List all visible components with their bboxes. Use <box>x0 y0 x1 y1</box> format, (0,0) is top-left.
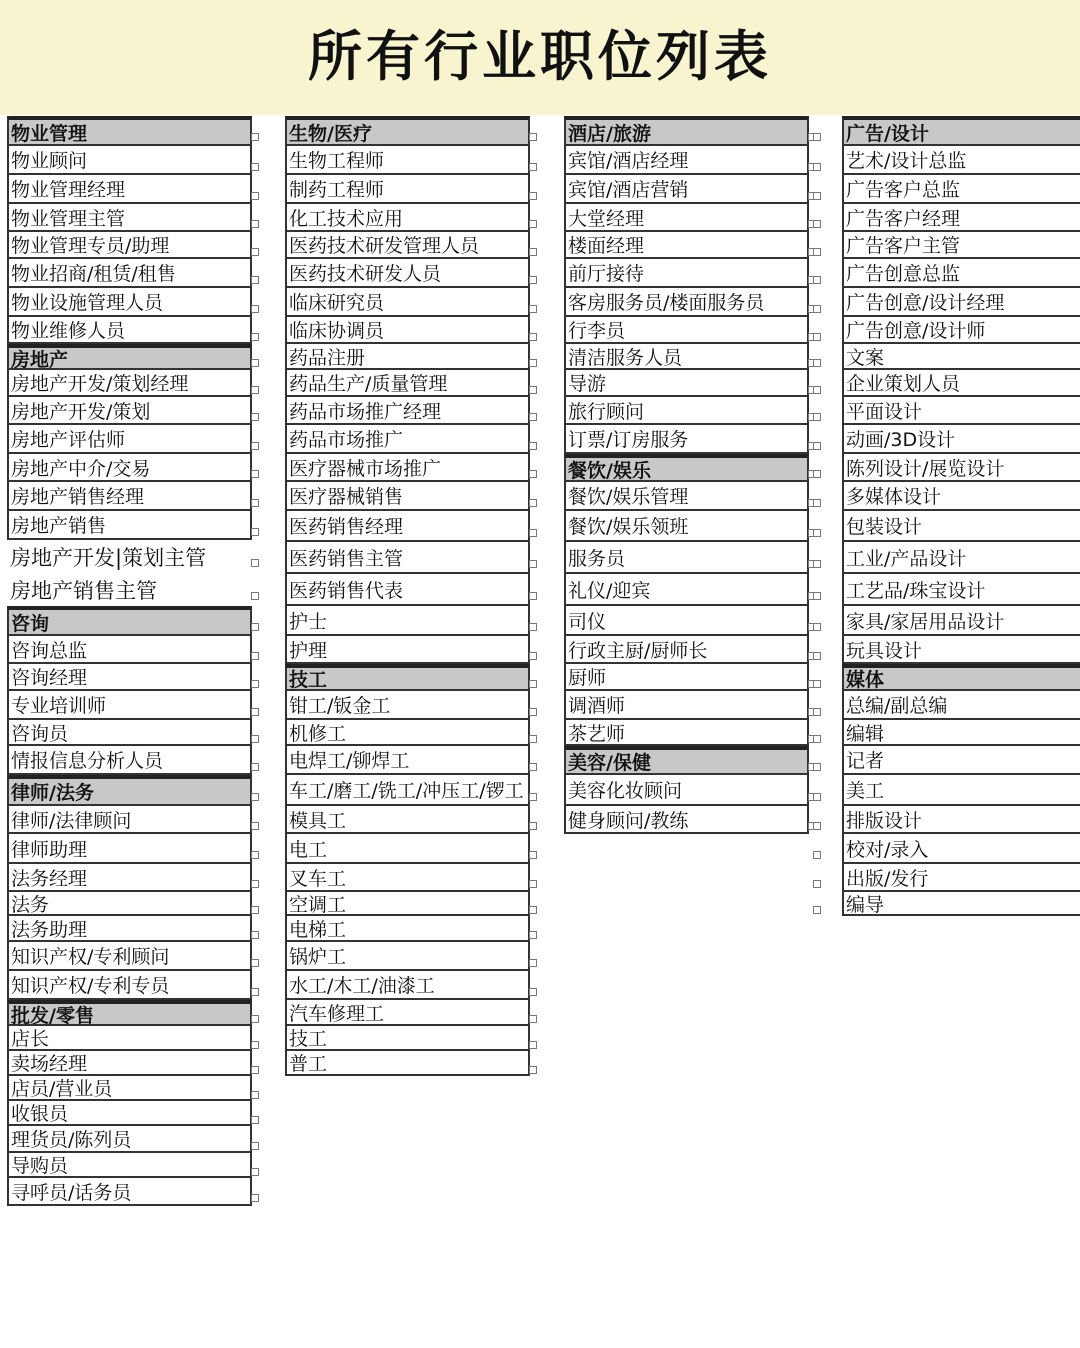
category-header: 美容/保健 <box>564 746 809 775</box>
job-title-cell: 旅行顾问 <box>564 397 809 425</box>
row-checkbox[interactable] <box>813 851 821 859</box>
row-checkbox[interactable] <box>529 623 537 631</box>
row-checkbox[interactable] <box>251 623 259 631</box>
job-title-cell: 工业/产品设计 <box>842 542 1080 574</box>
job-title-cell: 司仪 <box>564 606 809 636</box>
job-title-cell: 物业维修人员 <box>7 317 252 344</box>
row-checkbox[interactable] <box>813 413 821 421</box>
row-checkbox[interactable] <box>529 163 537 171</box>
job-title-cell: 宾馆/酒店营销 <box>564 175 809 204</box>
job-title-cell: 物业设施管理人员 <box>7 288 252 317</box>
job-title-cell: 医疗器械销售 <box>285 482 530 511</box>
row-checkbox[interactable] <box>251 959 259 967</box>
job-title-cell: 行李员 <box>564 317 809 344</box>
job-title-cell: 房地产开发|策划主管 <box>10 546 207 570</box>
row-checkbox[interactable] <box>251 1168 259 1176</box>
row-checkbox[interactable] <box>529 652 537 660</box>
job-title-cell: 制药工程师 <box>285 175 530 204</box>
job-title-cell: 叉车工 <box>285 864 530 892</box>
row-checkbox[interactable] <box>529 959 537 967</box>
job-title-cell: 空调工 <box>285 892 530 916</box>
row-checkbox[interactable] <box>529 470 537 478</box>
job-title-cell: 寻呼员/话务员 <box>7 1178 252 1206</box>
job-title-cell: 艺术/设计总监 <box>842 146 1080 175</box>
row-checkbox[interactable] <box>251 248 259 256</box>
job-title-cell: 电工 <box>285 834 530 864</box>
job-title-cell: 大堂经理 <box>564 204 809 232</box>
job-title-cell: 广告客户主管 <box>842 232 1080 259</box>
job-title-cell: 情报信息分析人员 <box>7 746 252 775</box>
job-title-cell: 总编/副总编 <box>842 691 1080 720</box>
row-checkbox[interactable] <box>813 529 821 537</box>
job-title-cell: 广告创意总监 <box>842 259 1080 288</box>
job-title-cell: 房地产销售 <box>7 511 252 540</box>
row-checkbox[interactable] <box>251 652 259 660</box>
row-checkbox[interactable] <box>529 680 537 688</box>
row-checkbox[interactable] <box>251 680 259 688</box>
row-checkbox[interactable] <box>251 305 259 313</box>
job-title-cell: 导购员 <box>7 1153 252 1178</box>
row-checkbox[interactable] <box>251 1091 259 1099</box>
row-checkbox[interactable] <box>813 906 821 914</box>
row-checkbox[interactable] <box>529 192 537 200</box>
row-checkbox[interactable] <box>529 529 537 537</box>
row-checkbox[interactable] <box>529 906 537 914</box>
job-title-cell: 药品市场推广 <box>285 425 530 454</box>
row-checkbox[interactable] <box>529 220 537 228</box>
category-header: 餐饮/娱乐 <box>564 454 809 482</box>
job-title-cell: 编辑 <box>842 720 1080 746</box>
row-checkbox[interactable] <box>813 793 821 801</box>
job-title-cell: 普工 <box>285 1051 530 1076</box>
row-checkbox[interactable] <box>813 652 821 660</box>
row-checkbox[interactable] <box>251 413 259 421</box>
row-checkbox[interactable] <box>529 560 537 568</box>
job-title-cell: 房地产开发/策划经理 <box>7 370 252 397</box>
job-title-cell: 护理 <box>285 636 530 664</box>
category-header: 物业管理 <box>7 116 252 146</box>
category-header: 技工 <box>285 664 530 691</box>
row-checkbox[interactable] <box>813 880 821 888</box>
row-checkbox[interactable] <box>529 1015 537 1023</box>
job-title-cell: 医药销售主管 <box>285 542 530 574</box>
row-checkbox[interactable] <box>529 248 537 256</box>
row-checkbox[interactable] <box>251 333 259 341</box>
row-checkbox[interactable] <box>529 592 537 600</box>
job-title-cell: 广告创意/设计经理 <box>842 288 1080 317</box>
row-checkbox[interactable] <box>529 822 537 830</box>
job-title-cell: 记者 <box>842 746 1080 775</box>
job-title-cell: 临床协调员 <box>285 317 530 344</box>
job-title-cell: 编导 <box>842 892 1080 916</box>
row-checkbox[interactable] <box>813 560 821 568</box>
job-title-cell: 电梯工 <box>285 916 530 942</box>
row-checkbox[interactable] <box>813 133 821 141</box>
row-checkbox[interactable] <box>251 735 259 743</box>
job-title-cell: 物业招商/租赁/租售 <box>7 259 252 288</box>
job-title-cell: 美容化妆顾问 <box>564 775 809 806</box>
row-checkbox[interactable] <box>529 333 537 341</box>
row-checkbox[interactable] <box>529 851 537 859</box>
row-checkbox[interactable] <box>529 988 537 996</box>
row-checkbox[interactable] <box>251 906 259 914</box>
category-header: 律师/法务 <box>7 775 252 806</box>
job-title-cell: 礼仪/迎宾 <box>564 574 809 606</box>
job-title-cell: 收银员 <box>7 1101 252 1126</box>
job-title-cell: 房地产销售经理 <box>7 482 252 511</box>
job-title-cell: 广告客户经理 <box>842 204 1080 232</box>
category-header: 生物/医疗 <box>285 116 530 146</box>
category-header: 广告/设计 <box>842 116 1080 146</box>
job-title-cell: 物业管理主管 <box>7 204 252 232</box>
job-title-cell: 多媒体设计 <box>842 482 1080 511</box>
row-checkbox[interactable] <box>251 442 259 450</box>
job-title-cell: 技工 <box>285 1026 530 1051</box>
row-checkbox[interactable] <box>529 931 537 939</box>
job-title-cell: 房地产评估师 <box>7 425 252 454</box>
job-title-cell: 机修工 <box>285 720 530 746</box>
job-title-cell: 房地产销售主管 <box>10 579 157 603</box>
job-title-cell: 厨师 <box>564 664 809 691</box>
job-title-cell: 文案 <box>842 344 1080 370</box>
row-checkbox[interactable] <box>813 822 821 830</box>
row-checkbox[interactable] <box>813 623 821 631</box>
row-checkbox[interactable] <box>813 470 821 478</box>
row-checkbox[interactable] <box>813 763 821 771</box>
job-title-cell: 楼面经理 <box>564 232 809 259</box>
row-checkbox[interactable] <box>529 499 537 507</box>
row-checkbox[interactable] <box>529 133 537 141</box>
row-checkbox[interactable] <box>813 442 821 450</box>
job-title-cell: 律师/法律顾问 <box>7 806 252 834</box>
job-title-cell: 化工技术应用 <box>285 204 530 232</box>
job-title-cell: 医疗器械市场推广 <box>285 454 530 482</box>
job-title-cell: 店长 <box>7 1026 252 1051</box>
row-checkbox[interactable] <box>529 1041 537 1049</box>
row-checkbox[interactable] <box>813 248 821 256</box>
row-checkbox[interactable] <box>251 1041 259 1049</box>
job-title-cell: 导游 <box>564 370 809 397</box>
job-title-cell: 临床研究员 <box>285 288 530 317</box>
job-title-cell: 锅炉工 <box>285 942 530 971</box>
job-title-cell: 服务员 <box>564 542 809 574</box>
job-title-cell: 动画/3D设计 <box>842 425 1080 454</box>
row-checkbox[interactable] <box>529 708 537 716</box>
job-title-cell: 药品市场推广经理 <box>285 397 530 425</box>
row-checkbox[interactable] <box>813 305 821 313</box>
job-title-cell: 房地产开发/策划 <box>7 397 252 425</box>
job-title-cell: 茶艺师 <box>564 720 809 746</box>
row-checkbox[interactable] <box>251 359 259 367</box>
job-title-cell: 专业培训师 <box>7 691 252 720</box>
row-checkbox[interactable] <box>529 442 537 450</box>
job-title-cell: 家具/家居用品设计 <box>842 606 1080 636</box>
category-header: 批发/零售 <box>7 1000 252 1026</box>
row-checkbox[interactable] <box>529 276 537 284</box>
job-title-cell: 电焊工/铆焊工 <box>285 746 530 775</box>
job-title-cell: 药品注册 <box>285 344 530 370</box>
job-title-cell: 餐饮/娱乐管理 <box>564 482 809 511</box>
row-checkbox[interactable] <box>251 988 259 996</box>
row-checkbox[interactable] <box>813 220 821 228</box>
row-checkbox[interactable] <box>251 822 259 830</box>
job-title-cell: 企业策划人员 <box>842 370 1080 397</box>
row-checkbox[interactable] <box>813 386 821 394</box>
row-checkbox[interactable] <box>251 931 259 939</box>
row-checkbox[interactable] <box>813 276 821 284</box>
row-checkbox[interactable] <box>813 592 821 600</box>
job-title-cell: 排版设计 <box>842 806 1080 834</box>
job-title-cell: 房地产中介/交易 <box>7 454 252 482</box>
row-checkbox[interactable] <box>251 470 259 478</box>
row-checkbox[interactable] <box>251 1066 259 1074</box>
job-title-cell: 咨询员 <box>7 720 252 746</box>
row-checkbox[interactable] <box>251 880 259 888</box>
job-title-cell: 平面设计 <box>842 397 1080 425</box>
job-title-cell: 餐饮/娱乐领班 <box>564 511 809 542</box>
row-checkbox[interactable] <box>251 592 259 600</box>
category-header: 酒店/旅游 <box>564 116 809 146</box>
job-title-cell: 健身顾问/教练 <box>564 806 809 834</box>
job-title-cell: 客房服务员/楼面服务员 <box>564 288 809 317</box>
row-checkbox[interactable] <box>251 192 259 200</box>
job-title-cell: 钳工/钣金工 <box>285 691 530 720</box>
job-title-cell: 法务经理 <box>7 864 252 892</box>
row-checkbox[interactable] <box>251 793 259 801</box>
job-title-cell: 广告创意/设计师 <box>842 317 1080 344</box>
job-title-cell: 知识产权/专利专员 <box>7 971 252 1000</box>
row-checkbox[interactable] <box>251 559 259 567</box>
row-checkbox[interactable] <box>251 499 259 507</box>
job-title-cell: 卖场经理 <box>7 1051 252 1076</box>
job-title-cell: 玩具设计 <box>842 636 1080 664</box>
job-title-cell: 医药技术研发人员 <box>285 259 530 288</box>
row-checkbox[interactable] <box>529 763 537 771</box>
job-title-cell: 生物工程师 <box>285 146 530 175</box>
category-header: 房地产 <box>7 344 252 370</box>
row-checkbox[interactable] <box>251 708 259 716</box>
job-title-cell: 调酒师 <box>564 691 809 720</box>
job-title-cell: 前厅接待 <box>564 259 809 288</box>
row-checkbox[interactable] <box>813 708 821 716</box>
row-checkbox[interactable] <box>251 1015 259 1023</box>
job-title-cell: 美工 <box>842 775 1080 806</box>
row-checkbox[interactable] <box>813 359 821 367</box>
row-checkbox[interactable] <box>251 276 259 284</box>
job-title-cell: 律师助理 <box>7 834 252 864</box>
row-checkbox[interactable] <box>529 386 537 394</box>
job-title-cell: 医药技术研发管理人员 <box>285 232 530 259</box>
job-title-cell: 物业管理专员/助理 <box>7 232 252 259</box>
page-title: 所有行业职位列表 <box>308 25 772 88</box>
row-checkbox[interactable] <box>529 880 537 888</box>
job-title-cell: 物业顾问 <box>7 146 252 175</box>
row-checkbox[interactable] <box>529 735 537 743</box>
row-checkbox[interactable] <box>251 1116 259 1124</box>
row-checkbox[interactable] <box>251 386 259 394</box>
job-title-cell: 水工/木工/油漆工 <box>285 971 530 1000</box>
row-checkbox[interactable] <box>251 851 259 859</box>
job-title-cell: 出版/发行 <box>842 864 1080 892</box>
row-checkbox[interactable] <box>529 305 537 313</box>
category-header: 咨询 <box>7 606 252 636</box>
job-title-cell: 咨询总监 <box>7 636 252 664</box>
row-checkbox[interactable] <box>529 1066 537 1074</box>
row-checkbox[interactable] <box>251 163 259 171</box>
job-title-cell: 包装设计 <box>842 511 1080 542</box>
job-title-cell: 法务助理 <box>7 916 252 942</box>
row-checkbox[interactable] <box>251 133 259 141</box>
row-checkbox[interactable] <box>529 359 537 367</box>
job-title-cell: 药品生产/质量管理 <box>285 370 530 397</box>
row-checkbox[interactable] <box>813 192 821 200</box>
row-checkbox[interactable] <box>813 163 821 171</box>
row-checkbox[interactable] <box>813 499 821 507</box>
job-title-cell: 清洁服务人员 <box>564 344 809 370</box>
job-title-cell: 订票/订房服务 <box>564 425 809 454</box>
row-checkbox[interactable] <box>813 735 821 743</box>
job-title-cell: 咨询经理 <box>7 664 252 691</box>
job-title-cell: 理货员/陈列员 <box>7 1126 252 1153</box>
job-title-cell: 知识产权/专利顾问 <box>7 942 252 971</box>
job-title-cell: 陈列设计/展览设计 <box>842 454 1080 482</box>
row-checkbox[interactable] <box>251 528 259 536</box>
job-title-cell: 工艺品/珠宝设计 <box>842 574 1080 606</box>
job-title-cell: 物业管理经理 <box>7 175 252 204</box>
row-checkbox[interactable] <box>813 680 821 688</box>
job-title-cell: 医药销售代表 <box>285 574 530 606</box>
job-title-cell: 校对/录入 <box>842 834 1080 864</box>
row-checkbox[interactable] <box>251 1194 259 1202</box>
row-checkbox[interactable] <box>813 333 821 341</box>
job-title-cell: 宾馆/酒店经理 <box>564 146 809 175</box>
category-header: 媒体 <box>842 664 1080 691</box>
job-title-cell: 法务 <box>7 892 252 916</box>
job-title-cell: 车工/磨工/铣工/冲压工/锣工 <box>285 775 530 806</box>
job-title-cell: 行政主厨/厨师长 <box>564 636 809 664</box>
row-checkbox[interactable] <box>251 763 259 771</box>
row-checkbox[interactable] <box>529 413 537 421</box>
job-title-cell: 广告客户总监 <box>842 175 1080 204</box>
job-title-cell: 护士 <box>285 606 530 636</box>
job-title-cell: 店员/营业员 <box>7 1076 252 1101</box>
row-checkbox[interactable] <box>251 220 259 228</box>
job-title-cell: 汽车修理工 <box>285 1000 530 1026</box>
row-checkbox[interactable] <box>529 793 537 801</box>
job-title-cell: 模具工 <box>285 806 530 834</box>
job-title-cell: 医药销售经理 <box>285 511 530 542</box>
row-checkbox[interactable] <box>251 1142 259 1150</box>
